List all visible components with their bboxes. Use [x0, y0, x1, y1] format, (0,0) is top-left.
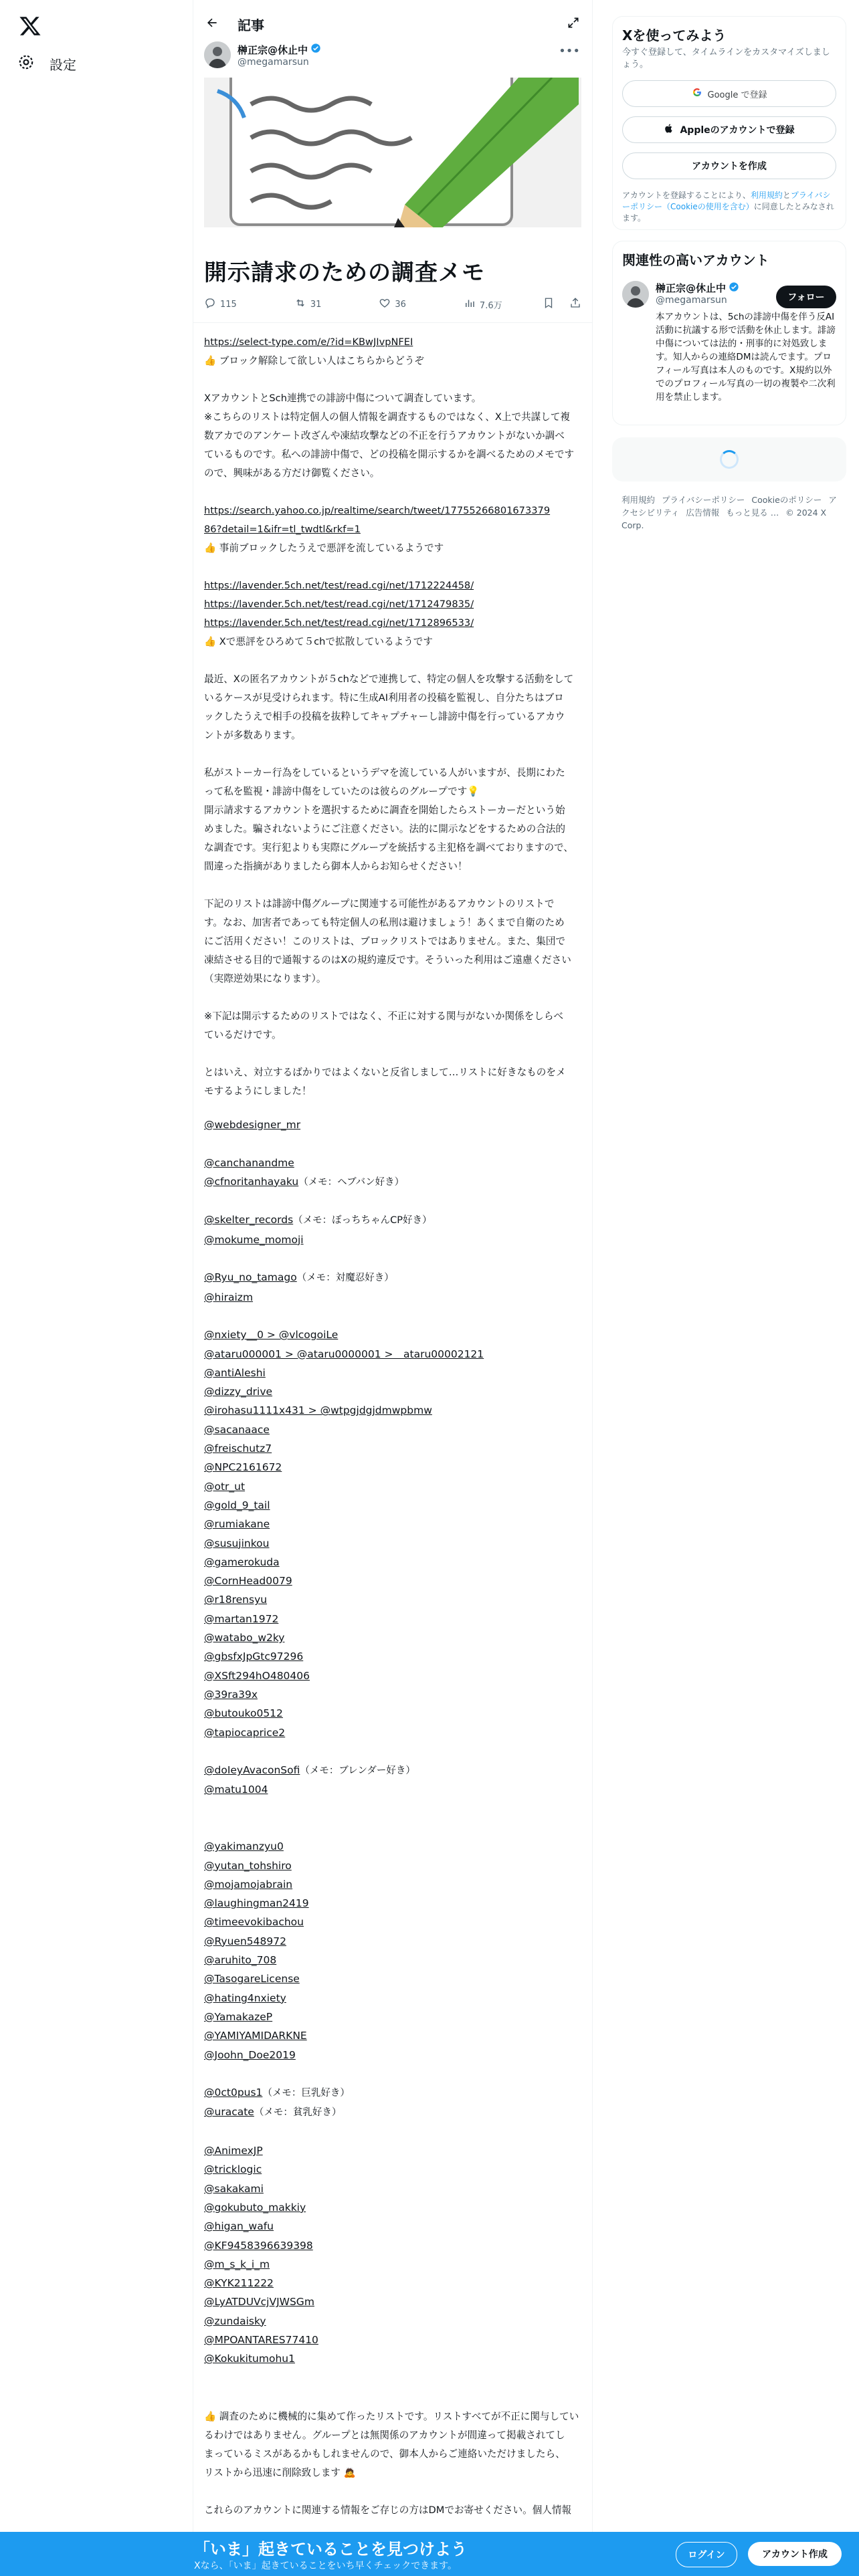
nav-settings-label: 設定	[50, 56, 76, 73]
article-line: ※こちらのリストは特定個人の個人情報を調査するものではなく、X上で共謀して複	[204, 411, 571, 423]
account-list-item[interactable]	[204, 1704, 583, 1723]
account-list-item[interactable]	[204, 2331, 583, 2349]
article-line[interactable]: https://search.yahoo.co.jp/realtime/search/tweet/17755266801673379	[204, 505, 551, 516]
bookmark-icon[interactable]	[543, 297, 555, 312]
reply-icon	[204, 297, 216, 312]
article-line: にご活用ください！このリストは、ブロックリストではありません。また、集団で	[204, 936, 565, 947]
account-handle-link[interactable]: @antiAleshi	[204, 1366, 266, 1379]
article-line: 私がストーカー行為をしているというデマを流している人がいますが、長期にわた	[204, 767, 565, 778]
account-list-item[interactable]	[204, 2141, 583, 2160]
footer-link[interactable]: 広告情報	[686, 508, 720, 518]
account-handle-link[interactable]: @mokume_momoji	[204, 1233, 304, 1246]
article-line	[204, 745, 583, 764]
account-list-item[interactable]	[204, 2292, 583, 2311]
account-handle-link[interactable]: @YAMIYAMIDARKNE	[204, 2030, 307, 2042]
article-line: ので、興味がある方だけ御覧ください。	[204, 467, 380, 479]
more-options-icon[interactable]: •••	[559, 44, 580, 58]
account-handle-link[interactable]: @Ryu_no_tamago	[204, 1271, 297, 1284]
account-handle-link[interactable]: @yakimanzyu0	[204, 1840, 284, 1853]
account-handle-link[interactable]: @butouko0512	[204, 1707, 283, 1720]
account-list-item[interactable]	[204, 1420, 583, 1439]
article-line: 下記のリストは誹謗中傷グループに関連する可能性があるアカウントのリストで	[204, 898, 555, 909]
sidebar-footer-links	[622, 494, 842, 532]
login-button[interactable]: ログイン	[676, 2542, 737, 2567]
bottom-bar-headline: 「いま」起きていることを見つけよう	[194, 2540, 467, 2559]
article-line	[204, 1045, 583, 1063]
account-list-item	[204, 1192, 583, 1210]
account-handle-link[interactable]: @gamerokuda	[204, 1555, 280, 1568]
footer-link[interactable]: プライバシーポリシー	[662, 495, 745, 505]
account-list-item[interactable]	[204, 1610, 583, 1628]
account-list-item[interactable]	[204, 1628, 583, 1647]
account-list-item[interactable]	[204, 1268, 583, 1287]
article-line: モするようにしました！	[204, 1085, 312, 1097]
account-handle-link[interactable]: @irohasu1111x431 > @wtpgjdgjdmwpbmw	[204, 1404, 432, 1417]
account-list-item[interactable]	[204, 1856, 583, 1875]
bottom-bar-subline: Xなら、「いま」起きていることをいち早くチェックできます。	[194, 2561, 458, 2571]
account-handle-link[interactable]: @timeevokibachou	[204, 1916, 304, 1929]
account-list-item[interactable]	[204, 1780, 583, 1799]
article-line	[204, 988, 583, 1007]
account-list-item[interactable]	[204, 1288, 583, 1307]
article-line: めました。騙されないようにご注意ください。法的に開示などをするための合法的	[204, 823, 565, 835]
account-list-item[interactable]	[204, 2160, 583, 2179]
account-list-item[interactable]	[204, 1894, 583, 1913]
article-line: いるケースが見受けられます。特に生成AI利用者の投稿を監視し、自分たちはブロ	[204, 692, 564, 704]
account-list-item[interactable]	[204, 1572, 583, 1590]
account-handle-link[interactable]: @hiraizm	[204, 1291, 254, 1303]
account-list-item[interactable]	[204, 1534, 583, 1553]
apple-icon	[664, 123, 674, 136]
gear-icon	[17, 53, 35, 74]
article-line: ントが多数あります。	[204, 730, 301, 741]
article-line: ※下記は開示するためのリストではなく、不正に対する関与がないか関係をしらべ	[204, 1010, 564, 1022]
footer-line: これらのアカウントに関連する情報をご存じの方はDMでお寄せください。個人情報	[204, 2504, 572, 2516]
view-count: 7.6万	[479, 300, 502, 311]
footer-link[interactable]: アクセシビリティ	[622, 495, 837, 518]
account-note: （メモ：貧乳好き）	[254, 2107, 342, 2119]
left-nav	[0, 0, 194, 2576]
account-handle-link[interactable]: @LyATDUVcjVJWSGm	[204, 2296, 314, 2309]
account-handle-link[interactable]: @sakakami	[204, 2182, 264, 2195]
account-list-item[interactable]	[204, 1401, 583, 1420]
account-list-item[interactable]	[204, 2083, 583, 2103]
repost-button[interactable]	[294, 297, 322, 312]
engagement-bar	[204, 296, 581, 313]
footer-line	[204, 2482, 583, 2501]
account-handle-link[interactable]: @uracate	[204, 2106, 254, 2119]
account-handle-link[interactable]: @CornHead0079	[204, 1575, 292, 1588]
google-icon	[692, 87, 702, 100]
author-block[interactable]	[204, 41, 321, 68]
related-bio: 本アカウントは、5chの誹謗中傷を伴う反AI活動に抗議する形で活動を休止します。誹謗中傷については法的・刑事的に対処致します。知人からの連絡DMは読んでます。プロフィール写真は本人のものです。X規約以外でのプロフィール写真の一切の複製や二次利用を禁止します。	[656, 312, 836, 403]
account-list-item[interactable]	[204, 1458, 583, 1477]
account-list-item[interactable]	[204, 1951, 583, 1969]
account-handle-link[interactable]: @cfnoritanhayaku	[204, 1175, 299, 1188]
footer-link[interactable]: もっと見る …	[726, 508, 779, 518]
account-handle-link[interactable]: @sacanaace	[204, 1423, 270, 1436]
account-list-item	[204, 2064, 583, 2083]
account-list-item[interactable]	[204, 2026, 583, 2045]
account-list-item[interactable]	[204, 2236, 583, 2255]
account-handle-link[interactable]: @freischutz7	[204, 1442, 272, 1455]
account-handle-link[interactable]: @zundaisky	[204, 2315, 266, 2327]
article-line: （実際逆効果になります）。	[204, 973, 326, 984]
account-list-item	[204, 1742, 583, 1761]
account-handle-link[interactable]: @ataru000001 > @ataru0000001 > ataru00002121	[204, 1348, 484, 1360]
footer-link[interactable]: Cookieのポリシー	[751, 495, 822, 505]
article-column	[193, 0, 593, 2576]
related-handle[interactable]: @megamarsun	[656, 295, 727, 306]
account-list	[204, 1115, 583, 2369]
account-note: （メモ：ぼっちちゃんCP好き）	[293, 1215, 432, 1226]
account-list-item[interactable]	[204, 2349, 583, 2368]
reply-count: 115	[220, 299, 237, 310]
verified-badge-icon	[310, 43, 321, 56]
account-note: （メモ：対魔忍好き）	[296, 1273, 394, 1284]
account-list-item[interactable]	[204, 1364, 583, 1382]
article-line: とはいえ、対立するばかりではよくないと反省しまして…リストに好きなものをメ	[204, 1067, 566, 1078]
article-line[interactable]: https://select-type.com/e/?id=KBwJIvpNFEI	[204, 336, 413, 348]
account-handle-link[interactable]: @gold_9_tail	[204, 1499, 270, 1511]
account-list-item	[204, 1307, 583, 1325]
account-handle-link[interactable]: @otr_ut	[204, 1480, 246, 1493]
footer-link[interactable]: © 2024 X Corp.	[622, 508, 827, 530]
account-list-item[interactable]	[204, 2179, 583, 2198]
article-body	[204, 333, 583, 1101]
account-handle-link[interactable]: @doIeyAvaconSofi	[204, 1764, 300, 1777]
loading-spinner-icon	[720, 450, 739, 469]
account-handle-link[interactable]: @skelter_records	[204, 1214, 294, 1226]
article-title: 開示請求のための調査メモ	[204, 259, 485, 286]
article-line: 👍 事前ブロックしたうえで悪評を流しているようです	[204, 542, 444, 554]
account-list-item[interactable]	[204, 1685, 583, 1704]
expand-icon[interactable]	[567, 16, 580, 32]
account-list-item[interactable]	[204, 2198, 583, 2217]
account-note: （メモ：ヘブバン好き）	[298, 1176, 405, 1188]
account-handle-link[interactable]: @tapiocaprice2	[204, 1726, 286, 1739]
account-handle-link[interactable]: @NPC2161672	[204, 1461, 282, 1474]
follow-button[interactable]: フォロー	[776, 286, 836, 308]
repost-count: 31	[310, 299, 322, 310]
account-handle-link[interactable]: @hating4nxiety	[204, 1992, 286, 2004]
account-list-item[interactable]	[204, 1172, 583, 1192]
like-button[interactable]	[379, 297, 406, 312]
account-list-item[interactable]	[204, 1647, 583, 1666]
views-button[interactable]	[464, 297, 502, 312]
account-handle-link[interactable]: @canchanandme	[204, 1156, 294, 1169]
article-cover-image	[204, 78, 581, 227]
signup-legal-text: アカウントを登録することにより、利用規約とプライバシーポリシー（Cookieの使用を含む）に同意したとみなされます。	[622, 191, 834, 223]
account-handle-link[interactable]: @martan1972	[204, 1612, 279, 1625]
related-accounts-card	[612, 241, 846, 425]
article-line: 数アカでのアンケート改ざんや凍結攻撃などの不正を行うアカウントがないか調べ	[204, 430, 565, 441]
account-handle-link[interactable]: @Joohn_Doe2019	[204, 2048, 296, 2061]
account-handle-link[interactable]: @nxiety__0 > @vlcogoiLe	[204, 1329, 339, 1341]
account-handle-link[interactable]: @Ryuen548972	[204, 1935, 286, 1947]
account-list-item[interactable]	[204, 2103, 583, 2122]
divider	[193, 322, 592, 323]
article-line: 👍 ブロック解除して欲しい人はこちらからどうぞ	[204, 355, 424, 366]
account-list-item[interactable]	[204, 1230, 583, 1249]
account-list-item[interactable]	[204, 2312, 583, 2331]
account-list-item	[204, 1134, 583, 1153]
account-handle-link[interactable]: @r18rensyu	[204, 1594, 268, 1606]
account-list-item[interactable]	[204, 1154, 583, 1172]
article-line: って私を監視・誹謗中傷をしていたのは彼らのグループです💡	[204, 786, 480, 797]
footer-line: リストから迅速に削除致します 🙇	[204, 2467, 356, 2478]
account-list-item[interactable]	[204, 1115, 583, 1134]
account-handle-link[interactable]: @AnimexJP	[204, 2145, 263, 2157]
account-handle-link[interactable]: @laughingman2419	[204, 1897, 309, 1910]
create-account-bottom-button[interactable]: アカウント作成	[748, 2542, 842, 2566]
account-list-item[interactable]	[204, 1210, 583, 1230]
account-list-item[interactable]	[204, 1496, 583, 1515]
account-handle-link[interactable]: @tricklogic	[204, 2163, 262, 2176]
nav-settings[interactable]	[17, 53, 76, 74]
account-list-item[interactable]	[204, 1932, 583, 1951]
article-line: 開示請求するアカウントを選択するために調査を開始したらストーカーだという始	[204, 804, 565, 816]
account-list-item[interactable]	[204, 2217, 583, 2236]
account-list-item[interactable]	[204, 2046, 583, 2064]
account-handle-link[interactable]: @mojamojabrain	[204, 1878, 293, 1891]
article-line: な調査です。実行犯よりも実際にグループを統括する主犯格を調べておりますので、	[204, 842, 573, 853]
repost-icon	[294, 297, 306, 312]
account-handle-link[interactable]: @MPOANTARES77410	[204, 2334, 318, 2346]
account-handle-link[interactable]: @39ra39x	[204, 1688, 258, 1701]
account-list-item[interactable]	[204, 1837, 583, 1856]
account-handle-link[interactable]: @KYK211222	[204, 2277, 274, 2290]
account-handle-link[interactable]: @watabo_w2ky	[204, 1632, 285, 1644]
bottom-signup-bar	[0, 2532, 859, 2576]
footer-link[interactable]: 利用規約	[622, 495, 656, 505]
account-handle-link[interactable]: @aruhito_708	[204, 1954, 277, 1967]
account-handle-link[interactable]: @TasogareLicense	[204, 1973, 300, 1985]
account-handle-link[interactable]: @0ct0pus1	[204, 2086, 263, 2099]
related-name[interactable]: 榊正宗@休止中	[656, 281, 739, 295]
footer-line: 👍 調査のために機械的に集めて作ったリストです。リストすべてが不正に関与してい	[204, 2411, 579, 2422]
account-list-item[interactable]	[204, 1723, 583, 1742]
account-list-item[interactable]	[204, 1439, 583, 1458]
account-list-item[interactable]	[204, 1875, 583, 1894]
account-list-item[interactable]	[204, 2255, 583, 2274]
account-list-item[interactable]	[204, 1382, 583, 1401]
account-list-item[interactable]	[204, 2008, 583, 2026]
privacy-link[interactable]: プライバシーポリシー（Cookieの使用を含む）	[622, 191, 831, 211]
account-handle-link[interactable]: @susujinkou	[204, 1537, 270, 1549]
terms-link[interactable]: 利用規約	[750, 191, 783, 200]
back-arrow-icon[interactable]	[205, 16, 219, 32]
account-handle-link[interactable]: @KF9458396639398	[204, 2239, 313, 2252]
avatar[interactable]	[622, 281, 649, 308]
account-list-item[interactable]	[204, 1345, 583, 1364]
apple-signup-button[interactable]: Appleのアカウントで登録	[622, 116, 836, 143]
signup-title: Xを使ってみよう	[622, 27, 727, 43]
account-list-item[interactable]	[204, 1989, 583, 2008]
account-handle-link[interactable]: @rumiakane	[204, 1518, 270, 1531]
account-list-item[interactable]	[204, 1515, 583, 1533]
google-signup-button[interactable]: Google で登録	[622, 80, 836, 107]
account-list-item	[204, 1249, 583, 1268]
account-list-item[interactable]	[204, 1477, 583, 1496]
article-line: XアカウントとSch連携での誹謗中傷について調査しています。	[204, 393, 482, 404]
article-footer-notes	[204, 2407, 583, 2520]
create-account-button[interactable]: アカウントを作成	[622, 152, 836, 179]
avatar[interactable]	[204, 41, 231, 68]
account-note: （メモ：ブレンダー好き）	[300, 1765, 415, 1777]
article-line: 👍 Xで悪評をひろめて５chで拡散しているようです	[204, 636, 433, 647]
article-line: ックしたうえで相手の投稿を抜粋してキャプチャーし誹謗中傷を行っているアカウ	[204, 711, 565, 722]
bar-chart-icon	[464, 297, 476, 312]
signup-subtitle: 今すぐ登録して、タイムラインをカスタマイズしましょう。	[622, 47, 830, 70]
article-line: 凍結させる目的で通報するのはXの規約違反です。そういった利用はご遠慮ください	[204, 954, 571, 966]
account-handle-link[interactable]: @yutan_tohshiro	[204, 1859, 292, 1872]
article-line[interactable]: https://lavender.5ch.net/test/read.cgi/net/1712479835/	[204, 599, 474, 610]
article-line[interactable]: https://lavender.5ch.net/test/read.cgi/net/1712224458/	[204, 580, 474, 591]
account-list-item[interactable]	[204, 1553, 583, 1572]
account-list-item[interactable]	[204, 1761, 583, 1780]
account-list-item[interactable]	[204, 1590, 583, 1609]
article-line	[204, 558, 583, 576]
article-line	[204, 370, 583, 389]
related-title: 関連性の高いアカウント	[622, 252, 769, 268]
author-name[interactable]: 榊正宗@休止中	[237, 43, 321, 57]
account-handle-link[interactable]: @gokubuto_makkiy	[204, 2201, 306, 2214]
article-line[interactable]: https://lavender.5ch.net/test/read.cgi/net/1712896533/	[204, 617, 474, 629]
account-list-item	[204, 2123, 583, 2141]
x-logo-icon[interactable]	[19, 15, 41, 37]
like-count: 36	[395, 299, 406, 310]
account-handle-link[interactable]: @m_s_k_i_m	[204, 2258, 270, 2270]
account-list-item[interactable]	[204, 2274, 583, 2292]
account-list-item[interactable]	[204, 1969, 583, 1988]
account-list-item	[204, 1800, 583, 1818]
account-handle-link[interactable]: @YamakazeP	[204, 2010, 273, 2023]
author-handle[interactable]: @megamarsun	[237, 56, 309, 68]
signup-card	[612, 16, 846, 230]
account-handle-link[interactable]: @Kokukitumohu1	[204, 2353, 295, 2365]
page-title: 記事	[237, 17, 264, 33]
article-line: 間違った指摘がありましたら御本人からお知らせください！	[204, 861, 468, 872]
account-list-item[interactable]	[204, 1325, 583, 1344]
article-line	[204, 651, 583, 670]
account-handle-link[interactable]: @higan_wafu	[204, 2220, 274, 2233]
article-line: す。なお、加害者であっても特定個人の私刑は避けましょう！あくまで自衛のため	[204, 917, 565, 928]
footer-line: るわけではありません。グループとは無関係のアカウントが間違って掲載されてし	[204, 2430, 565, 2441]
account-handle-link[interactable]: @gbsfxJpGtc97296	[204, 1650, 304, 1663]
loading-panel	[612, 437, 846, 481]
article-line	[204, 483, 583, 502]
account-list-item[interactable]	[204, 1913, 583, 1931]
account-list-item[interactable]	[204, 1667, 583, 1685]
share-icon[interactable]	[569, 297, 581, 312]
account-list-item	[204, 1818, 583, 1837]
article-line: ているだけです。	[204, 1029, 282, 1041]
account-handle-link[interactable]: @XSft294hO480406	[204, 1669, 310, 1682]
heart-icon	[379, 297, 391, 312]
article-line: ているものです。私への誹謗中傷で、どの投稿を開示するかを調べるためのメモです	[204, 449, 575, 460]
account-handle-link[interactable]: @dizzy_drive	[204, 1386, 273, 1398]
footer-line: まっているミスがあるかもしれませんので、御本人からご連絡いただけましたら、	[204, 2448, 565, 2460]
account-note: （メモ：巨乳好き）	[262, 2088, 350, 2099]
account-handle-link[interactable]: @webdesigner_mr	[204, 1119, 301, 1131]
reply-button[interactable]	[204, 297, 237, 312]
verified-badge-icon	[729, 282, 739, 295]
article-line[interactable]: 86?detail=1&ifr=tl_twdtl&rkf=1	[204, 524, 361, 535]
account-handle-link[interactable]: @matu1004	[204, 1784, 268, 1796]
article-line	[204, 876, 583, 895]
article-line: 最近、Xの匿名アカウントが５chなどで連携して、特定の個人を攻撃する活動をして	[204, 673, 574, 685]
